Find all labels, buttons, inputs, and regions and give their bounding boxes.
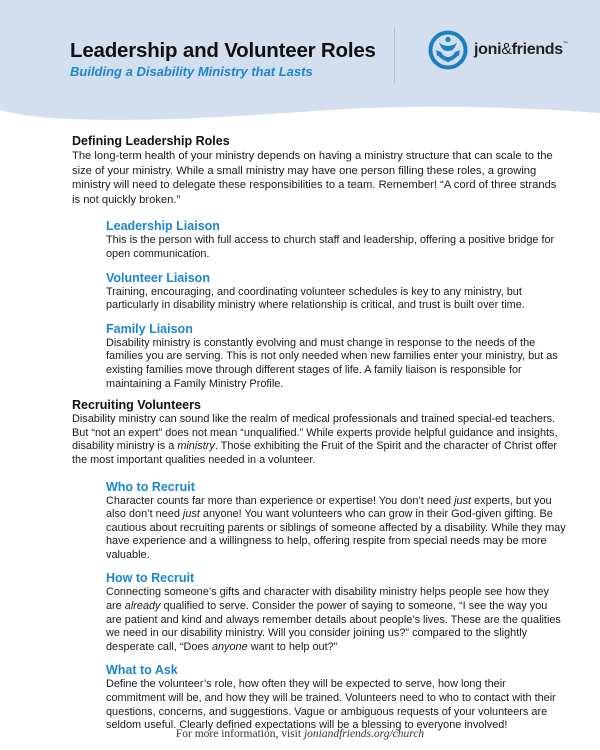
footer-link[interactable]: joniandfriends.org/church (303, 728, 425, 740)
subsection-volunteer-liaison (106, 271, 566, 313)
subsection-body (106, 586, 566, 654)
subsection-who-to-recruit (106, 480, 566, 563)
subsection-body: Disability ministry is constantly evolving and must change in response to the needs of the families you are serving. This is not only needed when new families enter your ministry, but as existing families move through different stages of life. A family liaison is responsible for maintaining a Family Ministry Profile. (106, 336, 558, 390)
emphasis-text: ministry (177, 440, 215, 453)
body-text: qualified to serve. Consider the power of saying to someone, “I see the way you are patient and kind and always remember details about people’s lives. These are the qualities we need in our disability ministry. Will you consider joining us?” compared to the slightly desperate call, “Does (106, 600, 561, 653)
section-heading: Defining Leadership Roles (72, 134, 230, 148)
section-recruiting-volunteers (72, 398, 566, 733)
section-defining-leadership-roles (72, 134, 562, 391)
document-body (72, 134, 566, 733)
body-text: Connecting someone’s gifts and character with disability ministry helps people see how they are (106, 586, 549, 613)
subsection-heading: Leadership Liaison (106, 219, 220, 234)
subsection-how-to-recruit (106, 571, 566, 654)
body-text: anyone! You want volunteers who can grow in their God-given gifting. Be cautious about recruiting parents or siblings of someone affected by a disability. While they may have experience and a willingness to help, offering respite from special needs may be more valuable. (106, 508, 566, 561)
emphasis-text: anyone (211, 640, 248, 653)
document-header (70, 39, 376, 80)
emphasis-text: already (124, 600, 161, 613)
subsection-heading: Volunteer Liaison (106, 270, 210, 285)
section-heading: Recruiting Volunteers (72, 398, 201, 413)
trademark-symbol: ™ (562, 41, 568, 47)
subsection-heading: Who to Recruit (106, 479, 195, 494)
logo-text-friends: friends (511, 41, 563, 58)
footer-text: For more information, visit (175, 728, 304, 740)
body-text: Character counts far more than experience or expertise! You don’t need (106, 494, 455, 507)
document-title: Leadership and Volunteer Roles (70, 39, 376, 62)
subsection-leadership-liaison (106, 219, 566, 261)
logo-text-amp: & (501, 41, 512, 58)
header-divider (394, 27, 395, 83)
joni-and-friends-logo-icon (428, 30, 468, 70)
emphasis-text: just (182, 508, 200, 521)
logo-text-joni: joni (474, 41, 502, 58)
body-text: want to help out?” (247, 640, 338, 653)
subsection-body: This is the person with full access to church staff and leadership, offering a positive bridge for open communication. (106, 234, 555, 260)
logo-wordmark (474, 41, 568, 59)
subsection-heading: What to Ask (106, 663, 178, 678)
body-text: Disability ministry can sound like the realm of medical professionals and trained special-ed teachers. But “not an expert” does not mean “unqualified.” While experts provide helpful guidance and insights, disability ministry is a (72, 413, 558, 453)
subsection-body: Define the volunteer’s role, how often they will be expected to serve, how long their commitment will be, and how they will be trained. Volunteers need to who to contact with their questions, concerns, and suggestions. Vague or ambiguous requests of your volunteers are seldom useful. Clearly defined expectations will be a blessing to everyone involved! (106, 678, 556, 732)
section-body: The long-term health of your ministry depends on having a ministry structure that can scale to the size of your ministry. While a small ministry may have one person filling these roles, a growing ministry will need to delegate these responsibilities to a team. Remember! “A cord of three strands is not quickly broken.” (72, 150, 557, 206)
subsection-heading: How to Recruit (106, 571, 195, 586)
joni-and-friends-logo (428, 30, 568, 70)
subsection-family-liaison (106, 322, 566, 391)
subsection-heading: Family Liaison (106, 321, 193, 336)
body-text: experts, but you also don’t need (106, 494, 552, 521)
document-subtitle: Building a Disability Ministry that Lasts (70, 64, 313, 79)
section-body (72, 413, 562, 467)
body-text: . Those exhibiting the Fruit of the Spirit and the character of Christ offer the most important qualities needed in a volunteer. (72, 440, 558, 466)
emphasis-text: just (454, 494, 472, 507)
subsection-body: Training, encouraging, and coordinating volunteer schedules is key to any ministry, but particularly in disability ministry where relationship is critical, and trust is built over time. (106, 285, 525, 312)
subsection-what-to-ask (106, 663, 566, 732)
footer-more-info (0, 728, 600, 740)
subsection-body (106, 495, 566, 563)
